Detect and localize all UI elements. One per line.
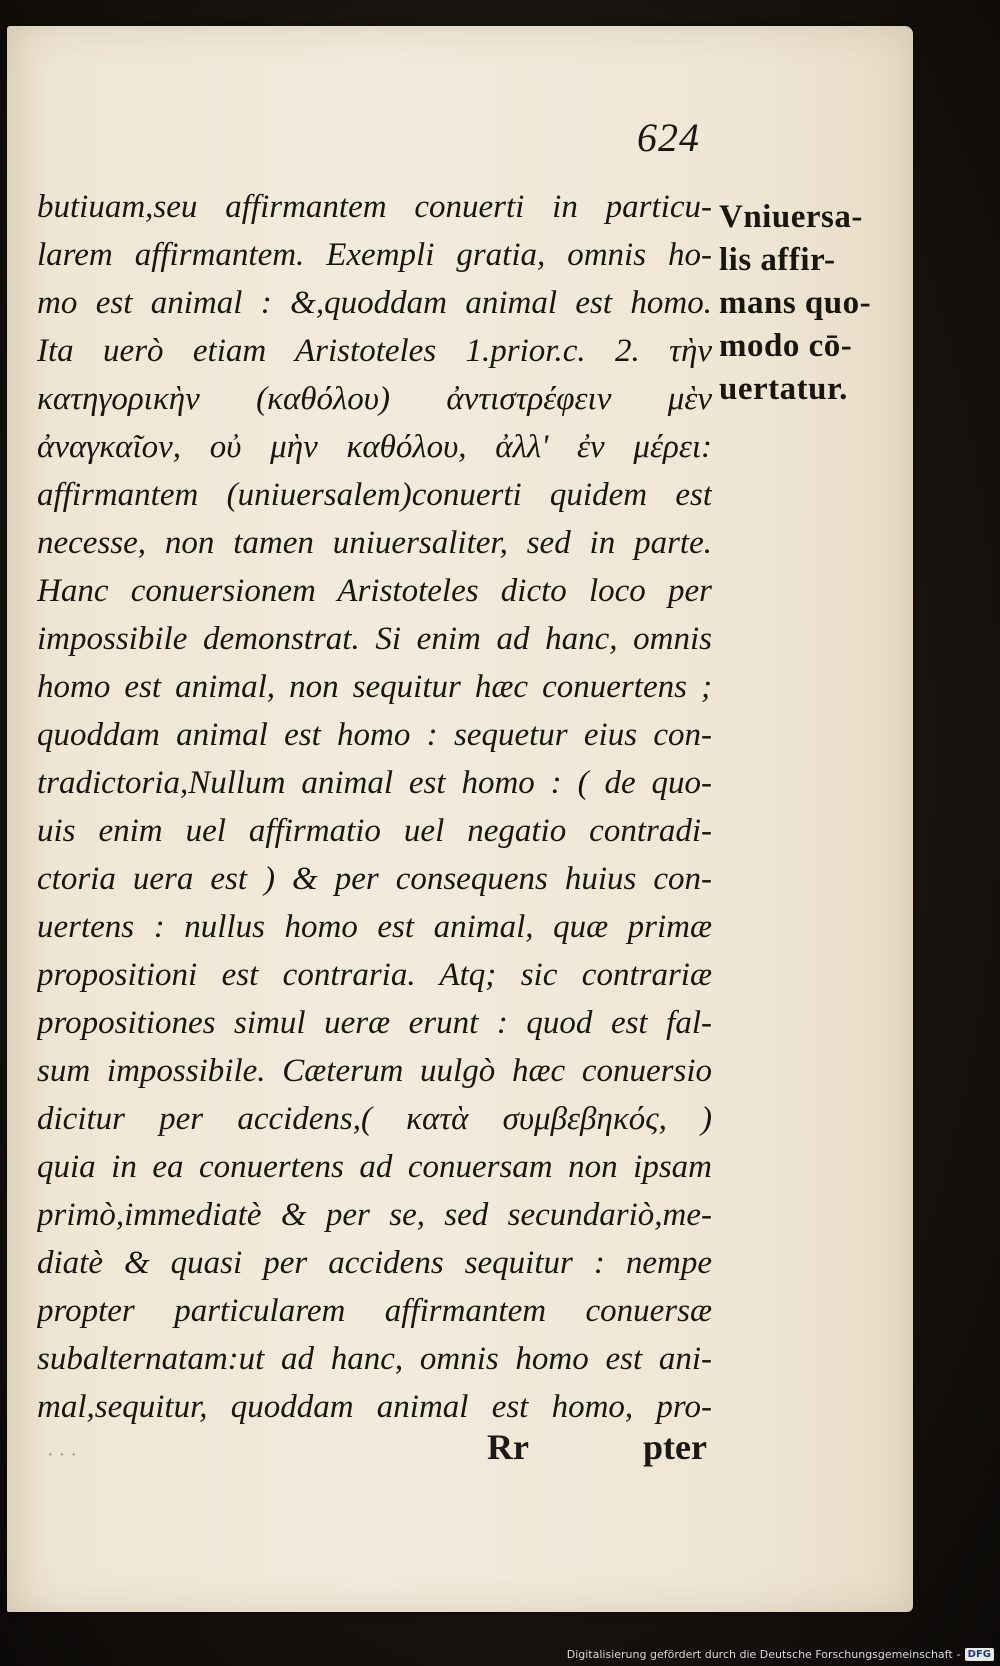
text-line: affirmantem (uniuersalem)conuerti quidem est <box>37 477 712 513</box>
signature-mark: Rr <box>487 1427 529 1467</box>
text-line: uis enim uel affirmatio uel negatio contradi- <box>37 813 712 849</box>
text-line: impossibile demonstrat. Si enim ad hanc, omnis <box>37 621 712 657</box>
margin-note-line: lis affir- <box>719 242 836 278</box>
text-line: quoddam animal est homo : sequetur eius con- <box>37 717 712 753</box>
text-line: diatè & quasi per accidens sequitur : nempe <box>37 1245 712 1281</box>
margin-note-line: uertatur. <box>719 371 848 407</box>
digitization-credit <box>567 1644 994 1664</box>
text-line: butiuam,seu affirmantem conuerti in particu- <box>37 189 712 225</box>
text-line: κατηγορικὴν (καθόλου) ἀντιστρέφειν μὲν <box>37 381 712 417</box>
text-line: propositiones simul ueræ erunt : quod est fal- <box>37 1005 712 1041</box>
text-line: propositioni est contraria. Atq; sic contrariæ <box>37 957 712 993</box>
ink-smudge: · · · <box>47 1444 77 1466</box>
margin-note-line: Vniuersa- <box>719 199 863 235</box>
margin-note-line: modo cō- <box>719 328 853 364</box>
catchword: pter <box>643 1427 707 1467</box>
dfg-logo: DFG <box>965 1648 994 1661</box>
text-line: tradictoria,Nullum animal est homo : ( de quo- <box>37 765 712 801</box>
book-page <box>7 26 913 1612</box>
text-line: homo est animal, non sequitur hæc conuertens ; <box>37 669 712 705</box>
text-line: propter particularem affirmantem conuersæ <box>37 1293 712 1329</box>
text-line: dicitur per accidens,( κατὰ συμβεβηκός, ) <box>37 1101 712 1137</box>
text-line: sum impossibile. Cæterum uulgò hæc conuersio <box>37 1053 712 1089</box>
text-line: Ita uerò etiam Aristoteles 1.prior.c. 2. τὴν <box>37 333 712 369</box>
text-line: primò,immediatè & per se, sed secundariò,me- <box>37 1197 712 1233</box>
text-line: ἀναγκαῖον, οὐ μὴν καθόλου, ἀλλ' ἐν μέρει: <box>37 429 712 465</box>
text-line: larem affirmantem. Exempli gratia, omnis ho- <box>37 237 712 273</box>
page-number: 624 <box>637 115 700 160</box>
text-line: ctoria uera est ) & per consequens huius con- <box>37 861 712 897</box>
text-line: quia in ea conuertens ad conuersam non ipsam <box>37 1149 712 1185</box>
main-text-block <box>37 183 712 1431</box>
credit-separator: - <box>956 1647 961 1661</box>
text-line: mal,sequitur, quoddam animal est homo, pro- <box>37 1389 712 1425</box>
text-line: uertens : nullus homo est animal, quæ primæ <box>37 909 712 945</box>
credit-text: Digitalisierung gefördert durch die Deutsche Forschungsgemeinschaft <box>566 1647 953 1661</box>
text-line: subalternatam:ut ad hanc, omnis homo est ani- <box>37 1341 712 1377</box>
text-line: necesse, non tamen uniuersaliter, sed in parte. <box>37 525 712 561</box>
text-line: Hanc conuersionem Aristoteles dicto loco per <box>37 573 712 609</box>
text-line: mo est animal : &,quoddam animal est homo. <box>37 285 712 321</box>
margin-note-line: mans quo- <box>719 285 872 321</box>
margin-note <box>719 196 909 411</box>
